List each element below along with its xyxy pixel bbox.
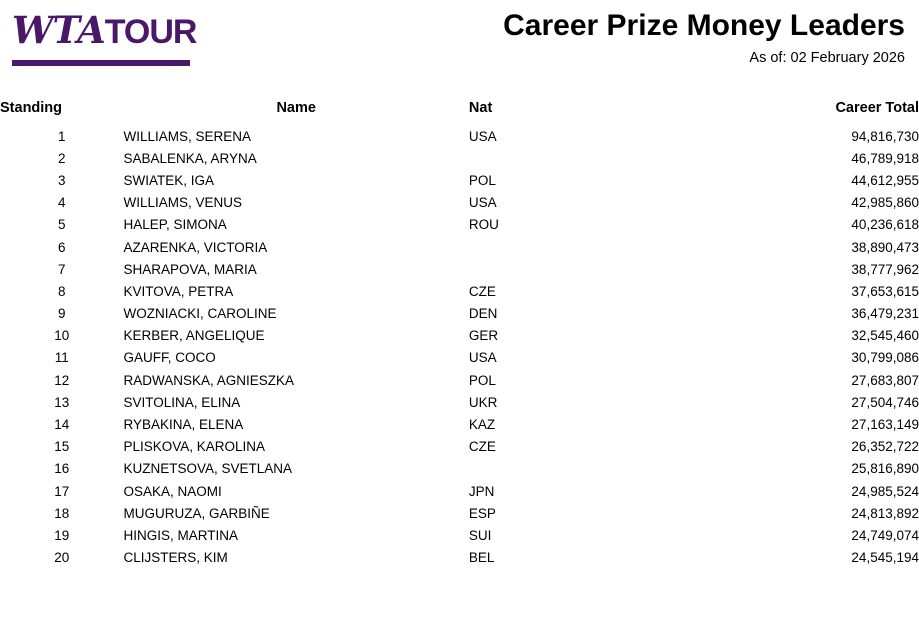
cell-nationality: CZE: [468, 283, 496, 299]
table-row: [0, 125, 919, 147]
cell-player-name: SABALENKA, ARYNA: [123, 150, 257, 166]
cell-player-name: SWIATEK, IGA: [123, 172, 215, 188]
cell-career-total: 36,479,231: [851, 306, 919, 322]
cell-player-name: OSAKA, NAOMI: [123, 483, 222, 499]
table-row: [0, 524, 919, 546]
cell-nationality: USA: [468, 195, 497, 211]
cell-standing: 15: [54, 439, 70, 455]
table-row: [0, 436, 919, 458]
cell-nationality: [469, 147, 647, 169]
cell-nationality: ROU: [468, 217, 499, 233]
table-row: [0, 502, 919, 524]
cell-player-name: KERBER, ANGELIQUE: [123, 328, 265, 344]
cell-career-total: 37,653,615: [851, 283, 919, 299]
cell-standing: 12: [54, 372, 70, 388]
cell-nationality: [469, 458, 647, 480]
cell-standing: 4: [57, 195, 66, 211]
cell-standing: 11: [54, 350, 69, 366]
cell-player-name: CLIJSTERS, KIM: [123, 550, 228, 566]
cell-career-total: 40,236,618: [851, 217, 919, 233]
cell-standing: 6: [57, 239, 66, 255]
cell-nationality: POL: [468, 372, 496, 388]
logo-tour-text: TOUR: [104, 13, 197, 51]
cell-player-name: GAUFF, COCO: [123, 350, 216, 366]
table-row: [0, 169, 919, 191]
cell-career-total: 44,612,955: [851, 172, 919, 188]
logo-wordmark: [12, 8, 197, 54]
cell-nationality: CZE: [468, 439, 496, 455]
cell-standing: 8: [57, 283, 66, 299]
cell-standing: 13: [54, 394, 70, 410]
cell-standing: 18: [54, 505, 70, 521]
cell-career-total: 27,163,149: [851, 417, 919, 433]
cell-standing: 10: [54, 328, 70, 344]
table-row: [0, 147, 919, 169]
cell-player-name: PLISKOVA, KAROLINA: [123, 439, 266, 455]
column-header-nat: Nat: [468, 100, 493, 116]
cell-career-total: 42,985,860: [851, 195, 919, 211]
cell-career-total: 24,545,194: [851, 550, 919, 566]
cell-standing: 5: [57, 217, 66, 233]
table-row: [0, 303, 919, 325]
cell-nationality: ESP: [468, 505, 496, 521]
cell-standing: 14: [54, 417, 70, 433]
table-body: [0, 125, 919, 569]
prize-money-table: [0, 100, 919, 569]
cell-nationality: BEL: [468, 550, 495, 566]
as-of-date: As of: 02 February 2026: [749, 50, 905, 66]
table-row: [0, 547, 919, 569]
cell-nationality: SUI: [468, 527, 492, 543]
table-row: [0, 192, 919, 214]
cell-career-total: 27,683,807: [851, 372, 919, 388]
cell-career-total: 24,749,074: [851, 527, 919, 543]
cell-standing: 20: [54, 550, 70, 566]
cell-standing: 9: [57, 306, 66, 322]
document-header: [0, 0, 919, 86]
cell-career-total: 38,890,473: [851, 239, 919, 255]
cell-player-name: WILLIAMS, VENUS: [123, 195, 243, 211]
cell-career-total: 30,799,086: [851, 350, 919, 366]
cell-nationality: USA: [468, 128, 497, 144]
table-row: [0, 391, 919, 413]
cell-nationality: JPN: [468, 483, 495, 499]
cell-career-total: 38,777,962: [851, 261, 919, 277]
column-header-career-total: Career Total: [835, 100, 919, 116]
table-header: [0, 100, 919, 125]
cell-standing: 16: [54, 461, 70, 477]
cell-nationality: POL: [468, 172, 496, 188]
cell-nationality: [469, 236, 647, 258]
logo-underline-bar: [12, 60, 190, 66]
cell-nationality: DEN: [468, 306, 498, 322]
cell-standing: 2: [57, 150, 66, 166]
cell-nationality: [469, 258, 647, 280]
table-header-row: [0, 100, 919, 125]
cell-standing: 7: [57, 261, 66, 277]
cell-career-total: 24,985,524: [851, 483, 919, 499]
page-title: Career Prize Money Leaders: [503, 9, 905, 42]
cell-player-name: MUGURUZA, GARBIÑE: [123, 505, 270, 521]
cell-player-name: RADWANSKA, AGNIESZKA: [123, 372, 295, 388]
table-row: [0, 258, 919, 280]
wta-tour-logo: [12, 8, 197, 70]
table-row: [0, 214, 919, 236]
cell-nationality: GER: [468, 328, 499, 344]
title-block: [503, 6, 905, 66]
cell-player-name: RYBAKINA, ELENA: [123, 417, 244, 433]
cell-player-name: KUZNETSOVA, SVETLANA: [123, 461, 293, 477]
column-header-name: Name: [276, 100, 316, 116]
table-row: [0, 280, 919, 302]
cell-standing: 1: [57, 128, 66, 144]
cell-nationality: USA: [468, 350, 497, 366]
cell-player-name: AZARENKA, VICTORIA: [123, 239, 268, 255]
logo-wta-text: WTA: [12, 8, 105, 52]
column-header-standing: Standing: [0, 100, 63, 116]
table-row: [0, 236, 919, 258]
table-row: [0, 480, 919, 502]
cell-player-name: SVITOLINA, ELINA: [123, 394, 241, 410]
cell-player-name: WOZNIACKI, CAROLINE: [123, 306, 277, 322]
cell-career-total: 27,504,746: [851, 394, 919, 410]
cell-nationality: UKR: [468, 394, 498, 410]
table-row: [0, 325, 919, 347]
cell-career-total: 25,816,890: [851, 461, 919, 477]
table-row: [0, 413, 919, 435]
cell-career-total: 32,545,460: [851, 328, 919, 344]
cell-player-name: HINGIS, MARTINA: [123, 527, 239, 543]
cell-standing: 17: [54, 483, 70, 499]
cell-standing: 3: [57, 172, 66, 188]
table-row: [0, 458, 919, 480]
cell-career-total: 46,789,918: [851, 150, 919, 166]
table-row: [0, 347, 919, 369]
cell-player-name: KVITOVA, PETRA: [123, 283, 234, 299]
cell-player-name: WILLIAMS, SERENA: [123, 128, 252, 144]
cell-career-total: 26,352,722: [851, 439, 919, 455]
cell-standing: 19: [54, 527, 70, 543]
cell-nationality: KAZ: [468, 417, 496, 433]
cell-career-total: 94,816,730: [851, 128, 919, 144]
cell-career-total: 24,813,892: [851, 505, 919, 521]
cell-player-name: HALEP, SIMONA: [123, 217, 227, 233]
table-row: [0, 369, 919, 391]
cell-player-name: SHARAPOVA, MARIA: [123, 261, 257, 277]
